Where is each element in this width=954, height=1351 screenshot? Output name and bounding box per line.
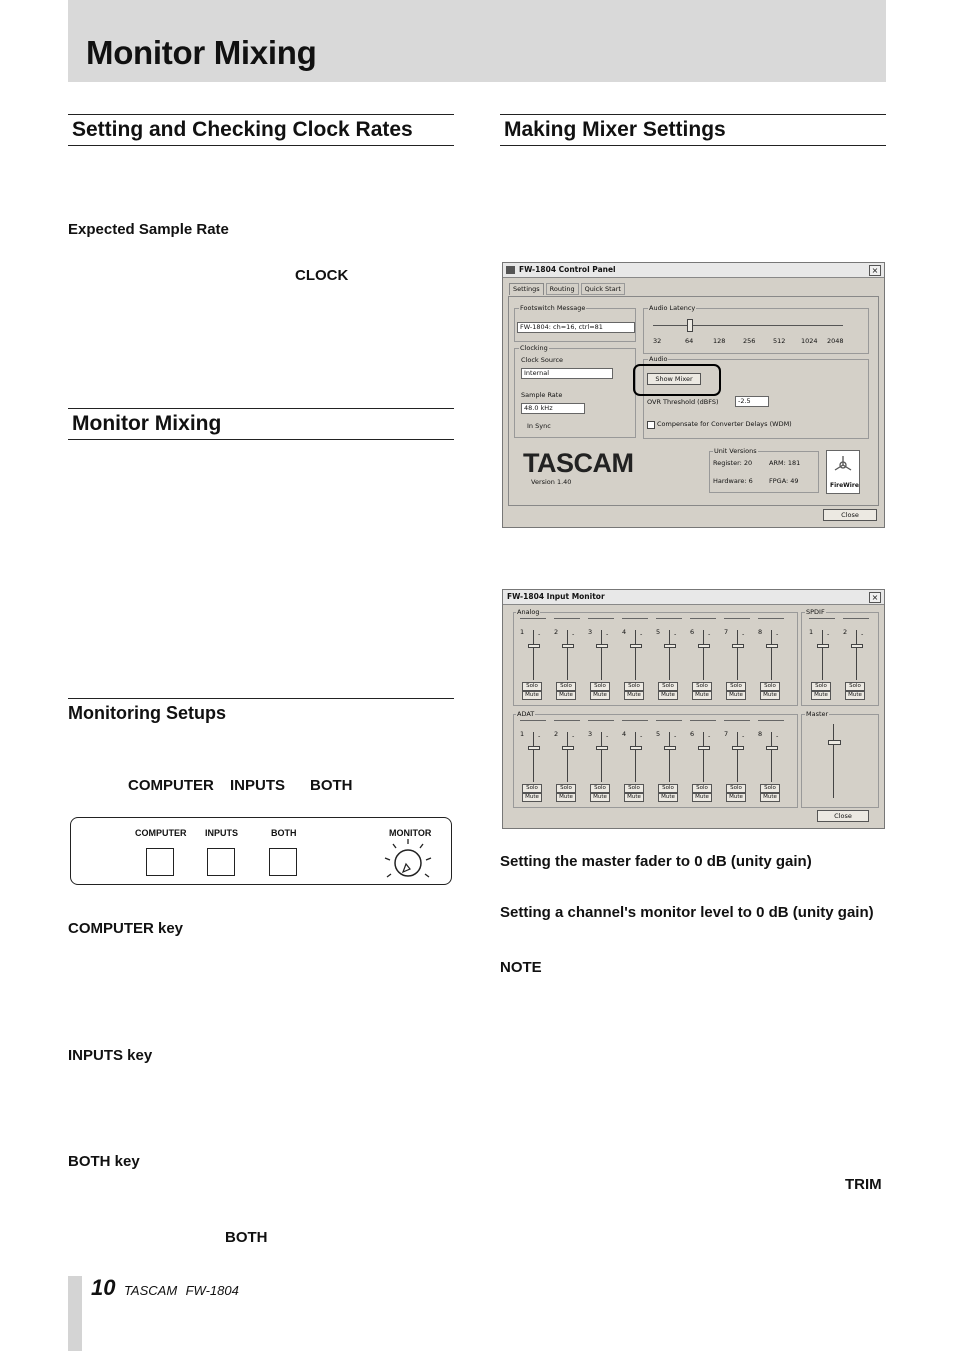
tascam-logo: TASCAM [523, 448, 634, 478]
master-fader-thumb[interactable] [828, 740, 841, 745]
solo-button[interactable]: Solo [590, 682, 610, 691]
channel-fader-thumb[interactable] [766, 644, 778, 648]
monitoring-setups-heading: Monitoring Setups [68, 703, 226, 723]
in-sync-status: In Sync [527, 422, 551, 430]
solo-button[interactable]: Solo [556, 784, 576, 793]
hardware-version: Hardware: 6 [713, 477, 753, 485]
channel-fader-track[interactable] [737, 630, 738, 680]
pan-knob[interactable] [520, 618, 546, 624]
channel-fader-thumb[interactable] [664, 644, 676, 648]
unit-versions-group [709, 451, 819, 493]
latency-group [643, 308, 869, 354]
firewire-logo [826, 450, 860, 494]
sample-rate-select[interactable] [521, 403, 585, 414]
channel-fader-track[interactable] [567, 732, 568, 782]
section-title-clock: Setting and Checking Clock Rates [72, 118, 413, 141]
show-mixer-button[interactable]: Show Mixer [647, 373, 701, 385]
channel-fader-track[interactable] [737, 732, 738, 782]
app-icon [506, 266, 515, 274]
pan-knob[interactable] [622, 720, 648, 726]
channel-fader-thumb[interactable] [698, 746, 710, 750]
channel-fader-thumb[interactable] [766, 746, 778, 750]
latency-tick: 64 [685, 337, 694, 345]
mute-button[interactable]: Mute [726, 691, 746, 700]
channel-fader-thumb[interactable] [732, 644, 744, 648]
mute-button[interactable]: Mute [624, 793, 644, 802]
tab-quick-start[interactable]: Quick Start [581, 283, 625, 295]
panel-label-inputs: INPUTS [205, 828, 239, 838]
sample-rate-label: Sample Rate [521, 391, 563, 399]
fader-mark: - [640, 630, 643, 638]
close-button[interactable]: Close [823, 509, 877, 521]
control-panel-title: FW-1804 Control Panel [519, 265, 616, 274]
input-monitor-titlebar [503, 590, 884, 605]
channel-fader-thumb[interactable] [596, 746, 608, 750]
input-monitor-window [502, 589, 885, 829]
ovr-threshold-value: -2.5 [738, 397, 751, 405]
channel-number: 2 [554, 730, 559, 738]
channel-number: 7 [724, 628, 729, 636]
input-monitor-title: FW-1804 Input Monitor [507, 592, 605, 601]
fader-mark: - [606, 630, 609, 638]
latency-tick: 128 [713, 337, 726, 345]
pan-knob[interactable] [843, 618, 869, 624]
pan-knob[interactable] [724, 618, 750, 624]
trim-label: TRIM [845, 1176, 882, 1193]
footer-model: FW-1804 [185, 1283, 239, 1298]
channel-fader-thumb[interactable] [664, 746, 676, 750]
note-heading: NOTE [500, 959, 542, 976]
channel-number: 6 [690, 730, 695, 738]
fader-mark: - [572, 630, 575, 638]
solo-button[interactable]: Solo [726, 784, 746, 793]
section-header-mixer [500, 114, 886, 146]
channel-fader-track[interactable] [771, 732, 772, 782]
channel-number: 2 [554, 628, 559, 636]
channel-number: 5 [656, 628, 661, 636]
fader-mark: - [827, 630, 830, 638]
computer-key-heading: COMPUTER key [68, 920, 184, 937]
channel-fader-track[interactable] [703, 732, 704, 782]
channel-fader-track[interactable] [703, 630, 704, 680]
footswitch-label: Footswitch Message [520, 304, 586, 312]
channel-fader-track[interactable] [669, 630, 670, 680]
channel-number: 4 [622, 730, 627, 738]
channel-fader-track[interactable] [635, 732, 636, 782]
channel-level-heading: Setting a channel's monitor level to 0 dB (unity gain) [500, 904, 874, 921]
pan-knob[interactable] [554, 618, 580, 624]
solo-button[interactable]: Solo [692, 682, 712, 691]
channel-fader-thumb[interactable] [562, 644, 574, 648]
pan-knob[interactable] [724, 720, 750, 726]
channel-fader-track[interactable] [601, 630, 602, 680]
channel-fader-track[interactable] [567, 630, 568, 680]
mute-button[interactable]: Mute [590, 691, 610, 700]
solo-button[interactable]: Solo [624, 682, 644, 691]
fader-mark: - [776, 630, 779, 638]
master-group [801, 714, 879, 808]
fpga-version: FPGA: 49 [769, 477, 799, 485]
computer-key [146, 848, 174, 876]
channel-fader-track[interactable] [822, 630, 823, 680]
solo-button[interactable]: Solo [760, 682, 780, 691]
channel-fader-track[interactable] [533, 630, 534, 680]
solo-button[interactable]: Solo [658, 784, 678, 793]
panel-label-monitor: MONITOR [389, 828, 432, 838]
keys-line-both: BOTH [310, 777, 353, 794]
close-button[interactable]: Close [817, 810, 869, 822]
channel-fader-thumb[interactable] [851, 644, 863, 648]
page-footer [91, 1275, 239, 1301]
fader-mark: - [776, 732, 779, 740]
mute-button[interactable]: Mute [590, 793, 610, 802]
clock-source-select[interactable] [521, 368, 613, 379]
mute-button[interactable]: Mute [556, 691, 576, 700]
mute-button[interactable]: Mute [760, 691, 780, 700]
fader-mark: - [708, 630, 711, 638]
fader-mark: - [742, 732, 745, 740]
panel-label-both: BOTH [271, 828, 297, 838]
front-panel-illustration [70, 817, 452, 885]
fader-mark: - [861, 630, 864, 638]
pan-knob[interactable] [690, 618, 716, 624]
solo-button[interactable]: Solo [556, 682, 576, 691]
channel-number: 4 [622, 628, 627, 636]
channel-number: 8 [758, 628, 763, 636]
channel-fader-track[interactable] [669, 732, 670, 782]
audio-label: Audio [649, 355, 668, 363]
channel-number: 1 [520, 628, 525, 636]
sample-rate-value: 48.0 kHz [524, 404, 553, 412]
channel-fader-thumb[interactable] [817, 644, 829, 648]
latency-tick: 512 [773, 337, 786, 345]
channel-number: 1 [520, 730, 525, 738]
channel-fader-thumb[interactable] [732, 746, 744, 750]
solo-button[interactable]: Solo [811, 682, 831, 691]
pan-knob[interactable] [656, 720, 682, 726]
keys-line-computer: COMPUTER [128, 777, 214, 794]
page-banner [68, 0, 886, 82]
solo-button[interactable]: Solo [726, 682, 746, 691]
spdif-label: SPDIF [806, 608, 825, 616]
tab-routing[interactable]: Routing [546, 283, 579, 295]
mute-button[interactable]: Mute [658, 793, 678, 802]
mute-button[interactable]: Mute [658, 691, 678, 700]
divider [68, 698, 454, 699]
compensate-checkbox[interactable] [647, 421, 655, 429]
pan-knob[interactable] [656, 618, 682, 624]
analog-label: Analog [517, 608, 540, 616]
channel-number: 5 [656, 730, 661, 738]
latency-tick: 256 [743, 337, 756, 345]
master-label: Master [806, 710, 829, 718]
pan-knob[interactable] [520, 720, 546, 726]
pan-knob[interactable] [554, 720, 580, 726]
channel-fader-track[interactable] [856, 630, 857, 680]
both-reference: BOTH [225, 1229, 268, 1246]
channel-fader-thumb[interactable] [630, 746, 642, 750]
pan-knob[interactable] [758, 618, 784, 624]
mute-button[interactable]: Mute [845, 691, 865, 700]
fader-mark: - [708, 732, 711, 740]
monitor-knob-icon [383, 838, 435, 884]
clock-source-label: Clock Source [521, 356, 564, 364]
mute-button[interactable]: Mute [522, 691, 542, 700]
ovr-threshold-label: OVR Threshold (dBFS) [647, 398, 719, 406]
footer-brand: TASCAM [123, 1283, 178, 1298]
solo-button[interactable]: Solo [845, 682, 865, 691]
mute-button[interactable]: Mute [624, 691, 644, 700]
keys-line-inputs: INPUTS [230, 777, 286, 794]
tab-settings[interactable]: Settings [509, 283, 544, 295]
mute-button[interactable]: Mute [760, 793, 780, 802]
page-title: Monitor Mixing [86, 34, 317, 71]
mute-button[interactable]: Mute [556, 793, 576, 802]
master-fader-heading: Setting the master fader to 0 dB (unity gain) [500, 853, 812, 870]
version-text: Version 1.40 [531, 478, 572, 486]
master-fader-track[interactable] [833, 724, 834, 798]
solo-button[interactable]: Solo [522, 784, 542, 793]
footer-bar [68, 1276, 82, 1351]
adat-label: ADAT [517, 710, 535, 718]
latency-slider-thumb[interactable] [687, 319, 693, 332]
latency-slider-track[interactable] [653, 325, 843, 326]
clock-source-value: Internal [524, 369, 550, 377]
unit-versions-label: Unit Versions [714, 447, 757, 455]
mute-button[interactable]: Mute [811, 691, 831, 700]
close-icon[interactable]: × [869, 265, 881, 276]
both-key-heading: BOTH key [68, 1153, 140, 1170]
channel-fader-thumb[interactable] [698, 644, 710, 648]
latency-tick: 32 [653, 337, 662, 345]
channel-number: 6 [690, 628, 695, 636]
channel-fader-track[interactable] [635, 630, 636, 680]
pan-knob[interactable] [588, 720, 614, 726]
channel-fader-thumb[interactable] [528, 644, 540, 648]
inputs-key-heading: INPUTS key [68, 1047, 153, 1064]
control-panel-titlebar [503, 263, 884, 278]
latency-tick: 1024 [801, 337, 818, 345]
tab-bar [509, 283, 625, 295]
footswitch-select[interactable] [517, 322, 635, 333]
expected-sample-rate-heading: Expected Sample Rate [68, 221, 229, 238]
solo-button[interactable]: Solo [522, 682, 542, 691]
latency-label: Audio Latency [649, 304, 696, 312]
mute-button[interactable]: Mute [692, 793, 712, 802]
channel-number: 3 [588, 628, 593, 636]
section-header-clock [68, 114, 454, 146]
latency-tick: 2048 [827, 337, 844, 345]
close-icon[interactable]: × [869, 592, 881, 603]
fader-mark: - [674, 630, 677, 638]
solo-button[interactable]: Solo [658, 682, 678, 691]
channel-number: 7 [724, 730, 729, 738]
solo-button[interactable]: Solo [590, 784, 610, 793]
fader-mark: - [674, 732, 677, 740]
fader-mark: - [538, 732, 541, 740]
channel-fader-thumb[interactable] [562, 746, 574, 750]
channel-fader-track[interactable] [533, 732, 534, 782]
firewire-label: FireWire [830, 482, 859, 489]
section-title-monitor: Monitor Mixing [72, 412, 222, 435]
pan-knob[interactable] [690, 720, 716, 726]
fader-mark: - [538, 630, 541, 638]
channel-number: 3 [588, 730, 593, 738]
mute-button[interactable]: Mute [522, 793, 542, 802]
inputs-key [207, 848, 235, 876]
panel-label-computer: COMPUTER [135, 828, 187, 838]
pan-knob[interactable] [758, 720, 784, 726]
firewire-icon [827, 451, 859, 479]
ovr-threshold-spinner[interactable] [735, 396, 769, 407]
solo-button[interactable]: Solo [760, 784, 780, 793]
highlight-circle [633, 364, 721, 396]
channel-fader-track[interactable] [601, 732, 602, 782]
both-key [269, 848, 297, 876]
channel-fader-track[interactable] [771, 630, 772, 680]
fader-mark: - [742, 630, 745, 638]
mute-button[interactable]: Mute [726, 793, 746, 802]
channel-number: 1 [809, 628, 814, 636]
section-header-monitor [68, 408, 454, 440]
section-title-mixer: Making Mixer Settings [504, 118, 726, 141]
channel-number: 2 [843, 628, 848, 636]
solo-button[interactable]: Solo [692, 784, 712, 793]
channel-number: 8 [758, 730, 763, 738]
mute-button[interactable]: Mute [692, 691, 712, 700]
page-number: 10 [91, 1275, 116, 1300]
footswitch-value: FW-1804: ch=16, ctrl=81 [520, 323, 603, 331]
channel-fader-thumb[interactable] [630, 644, 642, 648]
pan-knob[interactable] [622, 618, 648, 624]
channel-fader-thumb[interactable] [596, 644, 608, 648]
pan-knob[interactable] [809, 618, 835, 624]
arm-version: ARM: 181 [769, 459, 801, 467]
fader-mark: - [640, 732, 643, 740]
clocking-label: Clocking [520, 344, 548, 352]
fader-mark: - [572, 732, 575, 740]
solo-button[interactable]: Solo [624, 784, 644, 793]
fader-mark: - [606, 732, 609, 740]
compensate-label: Compensate for Converter Delays (WDM) [657, 420, 792, 428]
pan-knob[interactable] [588, 618, 614, 624]
register-version: Register: 20 [713, 459, 753, 467]
channel-fader-thumb[interactable] [528, 746, 540, 750]
control-panel-window [502, 262, 885, 528]
clock-label: CLOCK [295, 267, 349, 284]
